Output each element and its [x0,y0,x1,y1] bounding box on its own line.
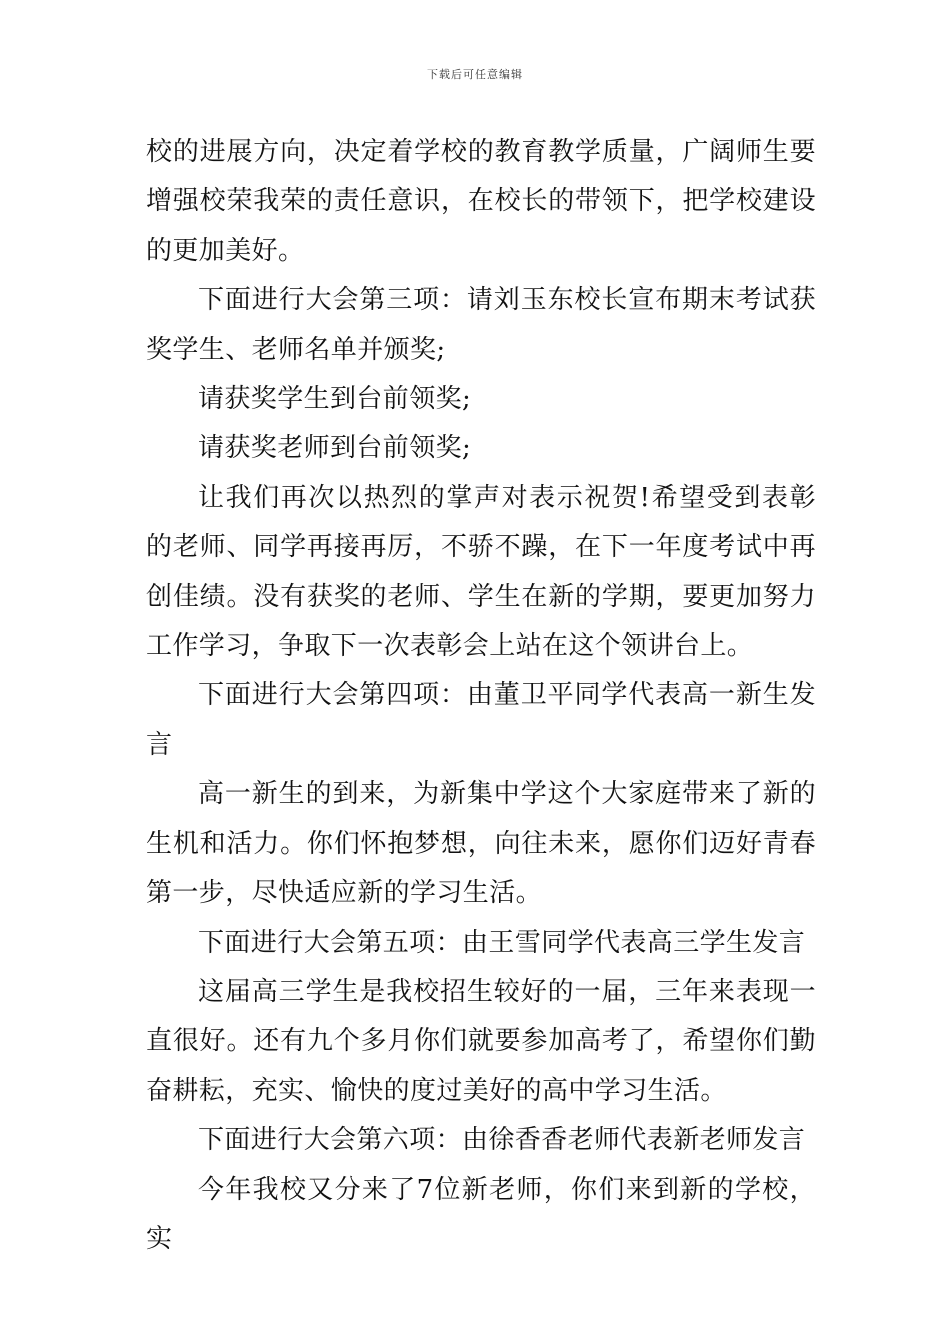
paragraph: 今年我校又分来了7位新老师，你们来到新的学校，实 [146,1174,816,1254]
paragraph: 这届高三学生是我校招生较好的一届，三年来表现一直很好。还有九个多月你们就要参加高考了，希望你们勤奋耕耘，充实、愉快的度过美好的高中学习生活。 [146,976,816,1106]
paragraph: 让我们再次以热烈的掌声对表示祝贺!希望受到表彰的老师、同学再接再厉，不骄不躁，在下一年度考试中再创佳绩。没有获奖的老师、学生在新的学期，要更加努力工作学习，争取下一次表彰会上站在这个领讲台上。 [146,482,816,662]
paragraph: 请获奖老师到台前领奖; [198,433,472,464]
paragraph: 请获奖学生到台前领奖; [198,384,472,415]
paragraph: 高一新生的到来，为新集中学这个大家庭带来了新的生机和活力。你们怀抱梦想，向往未来，愿你们迈好青春第一步，尽快适应新的学习生活。 [146,779,816,909]
paragraph: 校的进展方向，决定着学校的教育教学质量，广阔师生要增强校荣我荣的责任意识，在校长的带领下，把学校建设的更加美好。 [146,137,816,266]
paragraph: 下面进行大会第五项：由王雪同学代表高三学生发言 [198,927,806,958]
paragraph: 下面进行大会第三项：请刘玉东校长宣布期末考试获奖学生、老师名单并颁奖; [146,285,816,365]
paragraph: 下面进行大会第六项：由徐香香老师代表新老师发言 [198,1125,806,1156]
paragraph: 下面进行大会第四项：由董卫平同学代表高一新生发言 [146,680,816,760]
page-header: 下载后可任意编辑 [427,68,523,81]
document-body [146,128,816,1264]
